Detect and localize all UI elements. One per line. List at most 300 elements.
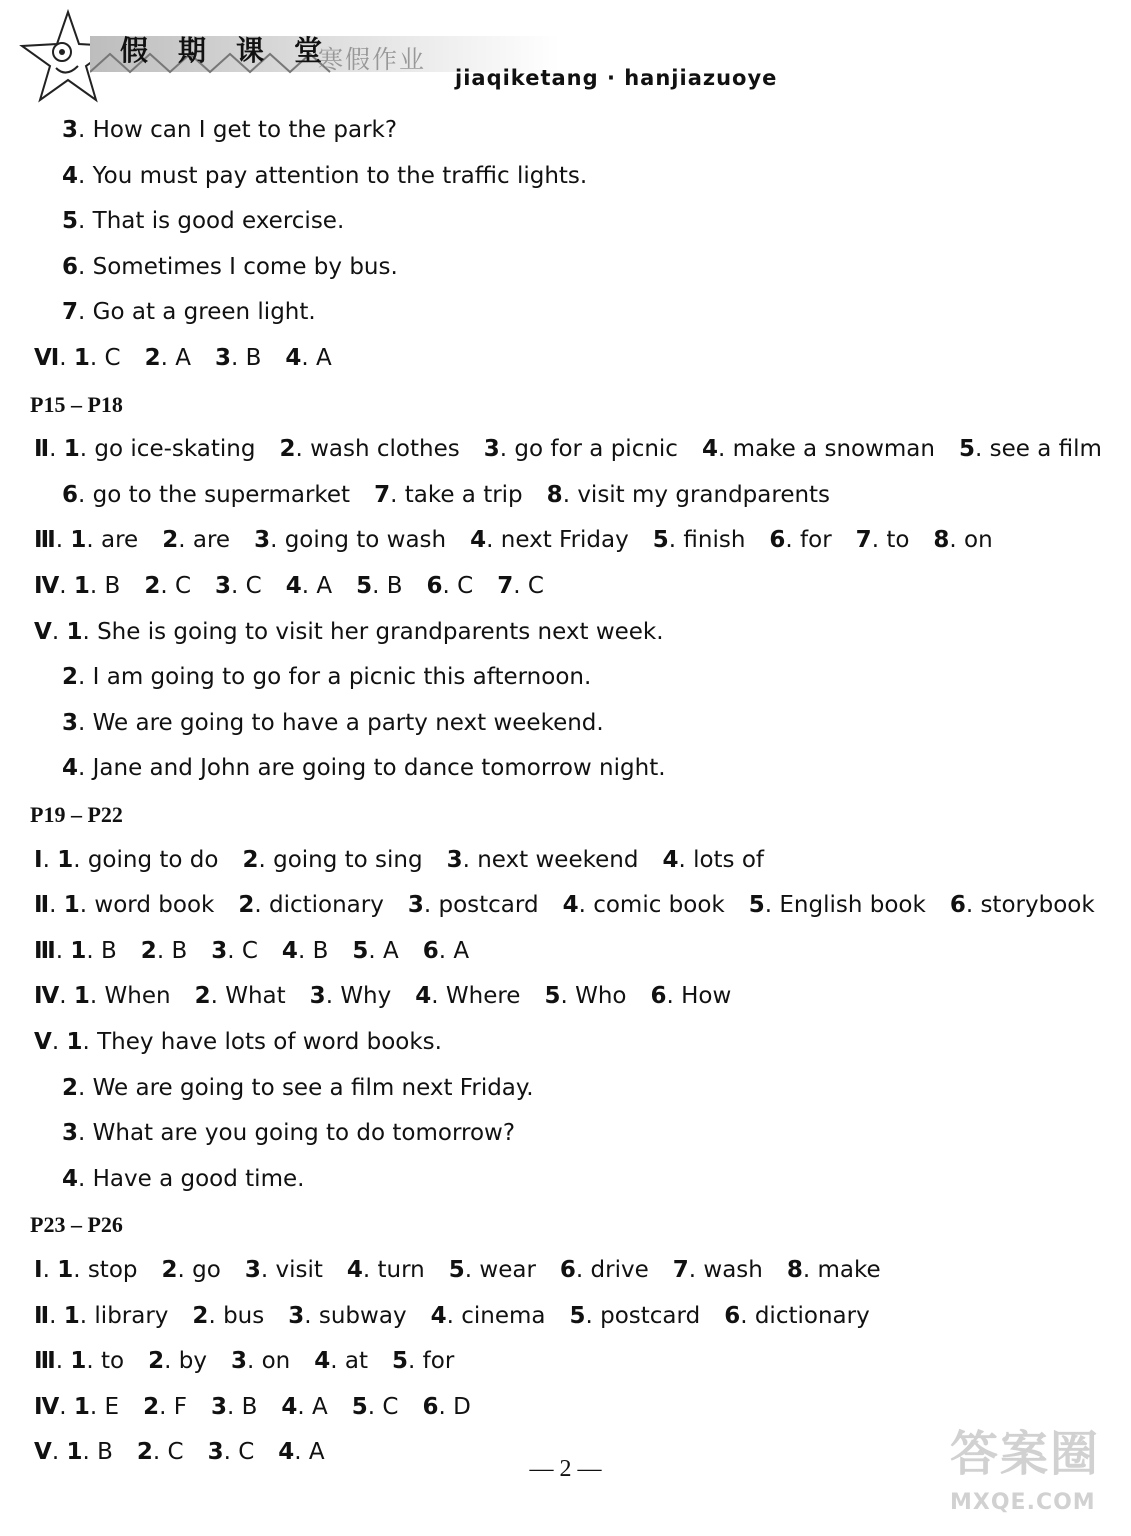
item-number: 1 — [73, 573, 90, 599]
item-number: 4 — [285, 345, 302, 371]
item-number: 8 — [786, 1257, 803, 1283]
section-heading: P23 – P26 — [30, 1212, 123, 1237]
answer-line: Ⅳ. 1. E 2. F 3. B 4. A 5. C 6. D — [34, 1394, 471, 1420]
answer-item: 5. for — [392, 1348, 455, 1374]
item-number: 5 — [62, 208, 79, 234]
item-number: 4 — [701, 436, 718, 462]
item-number: 5 — [544, 983, 561, 1009]
item-number: 2 — [238, 892, 255, 918]
item-answer: B — [241, 1394, 258, 1420]
answer-item: 8. on — [933, 527, 993, 553]
answer-item: 5. B — [356, 573, 403, 599]
item-number: 6 — [422, 1394, 439, 1420]
answer-item: 7. take a trip — [374, 482, 523, 508]
answer-item: 1. go ice-skating — [63, 436, 256, 462]
answer-line — [62, 253, 398, 281]
item-answer: A — [453, 938, 470, 964]
question-group-label: Ⅵ — [34, 345, 60, 371]
item-number: 2 — [161, 1257, 178, 1283]
answer-item: 3. visit — [244, 1257, 323, 1283]
item-answer: How — [681, 983, 732, 1009]
answer-item: 5. wear — [448, 1257, 536, 1283]
watermark — [950, 1415, 1120, 1525]
item-answer: A — [312, 1394, 328, 1420]
question-group-label: Ⅴ — [34, 1439, 52, 1465]
item-answer: That is good exercise. — [92, 208, 345, 234]
item-answer: stop — [87, 1257, 138, 1283]
item-answer: dictionary — [268, 892, 384, 918]
answer-item: 7. Go at a green light. — [62, 299, 316, 325]
item-number: 1 — [66, 1029, 83, 1055]
item-number: 7 — [497, 573, 514, 599]
answer-item: 6. go to the supermarket — [62, 482, 351, 508]
question-group-label: Ⅰ — [34, 847, 43, 873]
item-answer: What — [225, 983, 286, 1009]
header-title-char: 堂 — [293, 34, 322, 67]
answer-item: 3. What are you going to do tomorrow? — [62, 1120, 516, 1146]
item-number: 5 — [652, 527, 669, 553]
item-number: 6 — [422, 938, 439, 964]
item-answer: What are you going to do tomorrow? — [92, 1120, 516, 1146]
answer-item: 2. C — [136, 1439, 184, 1465]
item-answer: How can I get to the park? — [92, 117, 398, 143]
item-number: 2 — [143, 1394, 160, 1420]
answer-item: 1. library — [63, 1303, 169, 1329]
item-number: 2 — [162, 527, 179, 553]
item-number: 4 — [662, 847, 679, 873]
item-number: 3 — [215, 573, 232, 599]
answer-item: 1. to — [70, 1348, 125, 1374]
answer-item: 8. make — [786, 1257, 881, 1283]
item-number: 3 — [446, 847, 463, 873]
item-answer: A — [308, 1439, 325, 1465]
item-number: 3 — [483, 436, 500, 462]
answer-line — [62, 481, 830, 509]
item-answer: next Friday — [500, 527, 629, 553]
item-answer: drive — [590, 1257, 649, 1283]
answer-item: 1. B — [70, 938, 117, 964]
answer-item: 3. B — [210, 1394, 258, 1420]
item-number: 3 — [62, 117, 79, 143]
item-answer: word book — [94, 892, 215, 918]
answer-item: 5. finish — [652, 527, 746, 553]
answer-line: Ⅳ. 1. B 2. C 3. C 4. A 5. B 6. C 7. C — [34, 573, 544, 599]
question-group-label: Ⅴ — [34, 1029, 52, 1055]
item-number: 4 — [415, 983, 432, 1009]
answer-item: 6. Sometimes I come by bus. — [62, 254, 398, 280]
item-answer: C — [167, 1439, 184, 1465]
item-answer: postcard — [600, 1303, 701, 1329]
watermark-text: 答案圈 — [950, 1426, 1101, 1482]
answer-item: 7. to — [855, 527, 910, 553]
item-number: 2 — [194, 983, 211, 1009]
answer-item: 1. They have lots of word books. — [66, 1029, 442, 1055]
answer-item: 4. lots of — [662, 847, 765, 873]
item-number: 3 — [214, 345, 231, 371]
section-heading: P19 – P22 — [30, 802, 123, 827]
item-number: 4 — [470, 527, 487, 553]
item-answer: C — [245, 573, 262, 599]
item-answer: postcard — [438, 892, 539, 918]
answer-item: 1. B — [66, 1439, 113, 1465]
item-answer: for — [422, 1348, 455, 1374]
item-number: 4 — [285, 573, 302, 599]
item-number: 6 — [62, 254, 79, 280]
answer-item: 6. storybook — [949, 892, 1095, 918]
question-group-label: Ⅱ — [34, 892, 50, 918]
item-answer: Go at a green light. — [92, 299, 316, 325]
answer-item: 2. going to sing — [242, 847, 423, 873]
answer-line: Ⅱ. 1. word book 2. dictionary 3. postcard 4. comic book 5. English book 6. storybook — [34, 892, 1095, 918]
item-answer: going to do — [87, 847, 219, 873]
answer-line: Ⅰ. 1. going to do 2. going to sing 3. next weekend 4. lots of — [34, 847, 765, 873]
item-answer: on — [261, 1348, 291, 1374]
question-group-label: Ⅳ — [34, 1394, 60, 1420]
item-answer: F — [173, 1394, 187, 1420]
item-answer: to — [101, 1348, 125, 1374]
item-number: 5 — [448, 1257, 465, 1283]
item-number: 1 — [73, 983, 90, 1009]
item-answer: A — [316, 345, 332, 371]
answer-item: 4. make a snowman — [701, 436, 935, 462]
item-answer: A — [175, 345, 191, 371]
item-number: 2 — [140, 938, 157, 964]
item-number: 1 — [63, 1303, 80, 1329]
answer-item: 2. F — [143, 1394, 187, 1420]
answer-item: 3. How can I get to the park? — [62, 117, 398, 143]
item-answer: storybook — [980, 892, 1095, 918]
item-answer: turn — [377, 1257, 425, 1283]
item-answer: go for a picnic — [514, 436, 678, 462]
page-header — [0, 0, 1131, 110]
item-answer: wash — [703, 1257, 763, 1283]
answer-item: 3. We are going to have a party next weekend. — [62, 710, 604, 736]
item-number: 8 — [546, 482, 563, 508]
answer-item: 5. That is good exercise. — [62, 208, 345, 234]
item-answer: on — [964, 527, 993, 553]
item-answer: make a snowman — [732, 436, 935, 462]
header-title — [108, 30, 334, 68]
answer-item: 8. visit my grandparents — [546, 482, 831, 508]
item-number: 3 — [62, 1120, 79, 1146]
item-number: 7 — [62, 299, 79, 325]
item-number: 3 — [407, 892, 424, 918]
answer-item: 2. are — [162, 527, 231, 553]
item-answer: visit my grandparents — [577, 482, 831, 508]
answer-line — [62, 663, 591, 691]
answer-item: 6. D — [422, 1394, 471, 1420]
item-number: 3 — [254, 527, 271, 553]
item-number: 4 — [281, 938, 298, 964]
item-answer: library — [94, 1303, 169, 1329]
answer-item: 4. You must pay attention to the traffic lights. — [62, 163, 588, 189]
item-answer: E — [104, 1394, 120, 1420]
answer-item: 6. C — [426, 573, 474, 599]
answer-item: 1. word book — [63, 892, 215, 918]
answer-item: 7. C — [497, 573, 544, 599]
answer-item: 4. A — [285, 573, 333, 599]
answer-item: 1. stop — [57, 1257, 138, 1283]
item-answer: We are going to see a film next Friday. — [92, 1075, 534, 1101]
page-number: — 2 — — [529, 1456, 602, 1482]
item-number: 2 — [62, 1075, 79, 1101]
item-number: 3 — [309, 983, 326, 1009]
item-answer: B — [171, 938, 188, 964]
answer-line: Ⅱ. 1. library 2. bus 3. subway 4. cinema 5. postcard 6. dictionary — [34, 1303, 870, 1329]
section-heading: P15 – P18 — [30, 392, 123, 417]
item-answer: go ice-skating — [94, 436, 256, 462]
item-answer: C — [527, 573, 544, 599]
item-number: 5 — [352, 938, 369, 964]
item-answer: bus — [223, 1303, 265, 1329]
answer-item: 2. A — [144, 345, 191, 371]
item-number: 3 — [210, 1394, 227, 1420]
item-answer: Have a good time. — [92, 1166, 305, 1192]
answer-item: 2. C — [144, 573, 192, 599]
answer-item: 1. are — [70, 527, 139, 553]
answer-item: 4. at — [314, 1348, 369, 1374]
item-number: 3 — [244, 1257, 261, 1283]
answer-line — [62, 1119, 515, 1147]
answer-item: 4. A — [278, 1439, 325, 1465]
item-number: 2 — [279, 436, 296, 462]
item-answer: D — [453, 1394, 471, 1420]
question-group-label: Ⅰ — [34, 1257, 43, 1283]
header-subtitle: 寒假作业 — [318, 45, 427, 74]
item-number: 1 — [70, 527, 87, 553]
item-number: 5 — [392, 1348, 409, 1374]
item-answer: take a trip — [404, 482, 523, 508]
answer-item: 4. comic book — [562, 892, 725, 918]
answer-item: 3. B — [214, 345, 262, 371]
item-answer: see a film — [989, 436, 1102, 462]
item-number: 4 — [62, 755, 79, 781]
item-answer: B — [312, 938, 329, 964]
item-number: 4 — [346, 1257, 363, 1283]
item-answer: C — [104, 345, 121, 371]
answer-item: 4. cinema — [430, 1303, 546, 1329]
item-number: 7 — [374, 482, 391, 508]
item-number: 4 — [62, 163, 79, 189]
item-number: 6 — [949, 892, 966, 918]
item-number: 1 — [63, 436, 80, 462]
answer-line — [62, 1074, 534, 1102]
item-number: 5 — [351, 1394, 368, 1420]
item-number: 2 — [192, 1303, 209, 1329]
item-answer: going to wash — [284, 527, 447, 553]
item-number: 1 — [70, 1348, 87, 1374]
answer-line: Ⅴ. 1. They have lots of word books. — [34, 1029, 442, 1055]
answer-item: 1. C — [73, 345, 121, 371]
item-answer: are — [192, 527, 231, 553]
item-answer: She is going to visit her grandparents next week. — [97, 619, 664, 645]
question-group-label: Ⅱ — [34, 1303, 50, 1329]
answer-item: 4. turn — [346, 1257, 425, 1283]
item-answer: Jane and John are going to dance tomorrow night. — [92, 755, 666, 781]
answer-line: Ⅰ. 1. stop 2. go 3. visit 4. turn 5. wear 6. drive 7. wash 8. make — [34, 1257, 881, 1283]
answer-item: 4. Where — [415, 983, 521, 1009]
answer-item: 3. C — [211, 938, 258, 964]
header-title-char: 假 — [119, 34, 148, 67]
answer-line — [62, 207, 344, 235]
answer-item: 6. drive — [559, 1257, 649, 1283]
item-answer: B — [245, 345, 262, 371]
item-number: 6 — [559, 1257, 576, 1283]
item-answer: We are going to have a party next weekend. — [92, 710, 604, 736]
item-answer: English book — [779, 892, 926, 918]
answer-item: 3. going to wash — [254, 527, 447, 553]
item-number: 2 — [144, 345, 161, 371]
item-number: 6 — [650, 983, 667, 1009]
question-group-label: Ⅳ — [34, 983, 60, 1009]
item-number: 6 — [426, 573, 443, 599]
item-number: 4 — [278, 1439, 295, 1465]
item-number: 5 — [356, 573, 373, 599]
item-answer: B — [386, 573, 403, 599]
item-number: 3 — [211, 938, 228, 964]
item-number: 1 — [73, 1394, 90, 1420]
item-answer: dictionary — [754, 1303, 870, 1329]
answer-line — [62, 1165, 304, 1193]
answer-line — [62, 162, 587, 190]
header-title-char: 课 — [235, 34, 264, 67]
answer-item: 3. next weekend — [446, 847, 639, 873]
item-answer: to — [886, 527, 910, 553]
header-title-char: 期 — [177, 34, 206, 67]
item-number: 1 — [70, 938, 87, 964]
item-number: 2 — [144, 573, 161, 599]
item-answer: go to the supermarket — [92, 482, 351, 508]
item-answer: You must pay attention to the traffic lights. — [92, 163, 588, 189]
answer-item: 4. Jane and John are going to dance tomorrow night. — [62, 755, 666, 781]
answer-item: 3. C — [207, 1439, 255, 1465]
answer-item: 1. going to do — [57, 847, 219, 873]
item-number: 2 — [148, 1348, 165, 1374]
item-answer: B — [97, 1439, 113, 1465]
answer-item: 6. How — [650, 983, 732, 1009]
item-number: 5 — [748, 892, 765, 918]
answer-item: 2. dictionary — [238, 892, 384, 918]
item-number: 3 — [288, 1303, 305, 1329]
answer-item: 4. next Friday — [470, 527, 629, 553]
item-answer: A — [316, 573, 333, 599]
item-number: 7 — [855, 527, 872, 553]
item-answer: C — [382, 1394, 399, 1420]
answer-item: 4. B — [281, 938, 329, 964]
item-answer: go — [192, 1257, 221, 1283]
answer-item: 5. English book — [748, 892, 926, 918]
answer-item: 3. go for a picnic — [483, 436, 678, 462]
answer-item: 1. B — [73, 573, 121, 599]
answer-item: 1. When — [73, 983, 171, 1009]
item-number: 1 — [57, 1257, 74, 1283]
answer-item: 5. see a film — [958, 436, 1102, 462]
item-number: 4 — [430, 1303, 447, 1329]
item-answer: They have lots of word books. — [97, 1029, 442, 1055]
item-answer: subway — [318, 1303, 407, 1329]
answer-item: 3. C — [215, 573, 262, 599]
item-number: 4 — [314, 1348, 331, 1374]
item-number: 3 — [230, 1348, 247, 1374]
answer-line: Ⅴ. 1. She is going to visit her grandparents next week. — [34, 619, 664, 645]
item-number: 6 — [724, 1303, 741, 1329]
item-number: 4 — [62, 1166, 79, 1192]
item-answer: Why — [340, 983, 392, 1009]
question-group-label: Ⅲ — [34, 1348, 56, 1374]
item-number: 1 — [66, 619, 83, 645]
answer-item: 3. on — [230, 1348, 291, 1374]
answer-item: 4. Have a good time. — [62, 1166, 305, 1192]
answer-line: Ⅴ. 1. B 2. C 3. C 4. A — [34, 1439, 325, 1465]
answer-item: 4. A — [285, 345, 332, 371]
item-number: 1 — [66, 1439, 83, 1465]
answer-item: 2. wash clothes — [279, 436, 460, 462]
watermark-url: MXQE.COM — [950, 1490, 1096, 1515]
answer-item: 2. What — [194, 983, 286, 1009]
answer-item: 3. postcard — [407, 892, 539, 918]
answer-item: 5. Who — [544, 983, 627, 1009]
item-answer: going to sing — [273, 847, 423, 873]
item-answer: next weekend — [477, 847, 639, 873]
item-answer: at — [344, 1348, 369, 1374]
item-answer: finish — [683, 527, 746, 553]
item-number: 7 — [672, 1257, 689, 1283]
answer-item: 5. C — [351, 1394, 399, 1420]
item-answer: make — [817, 1257, 881, 1283]
answer-item: 3. Why — [309, 983, 392, 1009]
item-answer: C — [457, 573, 474, 599]
answer-item: 2. by — [148, 1348, 207, 1374]
question-group-label: Ⅲ — [34, 938, 56, 964]
item-answer: comic book — [593, 892, 725, 918]
question-group-label: Ⅴ — [34, 619, 52, 645]
answer-line — [62, 754, 666, 782]
answer-item: 2. B — [140, 938, 188, 964]
item-answer: wear — [479, 1257, 536, 1283]
answer-item: 2. go — [161, 1257, 221, 1283]
item-answer: C — [238, 1439, 255, 1465]
item-answer: for — [800, 527, 832, 553]
item-number: 4 — [562, 892, 579, 918]
answer-item: 1. She is going to visit her grandparents next week. — [66, 619, 664, 645]
question-group-label: Ⅱ — [34, 436, 50, 462]
answer-item: 2. I am going to go for a picnic this afternoon. — [62, 664, 592, 690]
item-answer: Sometimes I come by bus. — [92, 254, 398, 280]
item-number: 2 — [136, 1439, 153, 1465]
answer-item: 6. for — [769, 527, 832, 553]
item-number: 4 — [281, 1394, 298, 1420]
question-group-label: Ⅲ — [34, 527, 56, 553]
item-answer: A — [382, 938, 399, 964]
item-number: 1 — [73, 345, 90, 371]
item-answer: lots of — [693, 847, 765, 873]
answer-line: Ⅲ. 1. B 2. B 3. C 4. B 5. A 6. A — [34, 938, 470, 964]
answer-item: 5. postcard — [569, 1303, 701, 1329]
item-answer: wash clothes — [310, 436, 460, 462]
answer-item: 6. A — [422, 938, 470, 964]
item-answer: When — [104, 983, 171, 1009]
answer-item: 4. A — [281, 1394, 328, 1420]
answer-item: 1. E — [73, 1394, 120, 1420]
item-number: 5 — [569, 1303, 586, 1329]
item-answer: C — [174, 573, 192, 599]
item-number: 6 — [769, 527, 786, 553]
item-number: 2 — [62, 664, 79, 690]
item-answer: Where — [445, 983, 521, 1009]
item-answer: cinema — [461, 1303, 546, 1329]
answer-line — [62, 116, 397, 144]
answer-line: Ⅲ. 1. are 2. are 3. going to wash 4. next Friday 5. finish 6. for 7. to 8. on — [34, 527, 993, 553]
